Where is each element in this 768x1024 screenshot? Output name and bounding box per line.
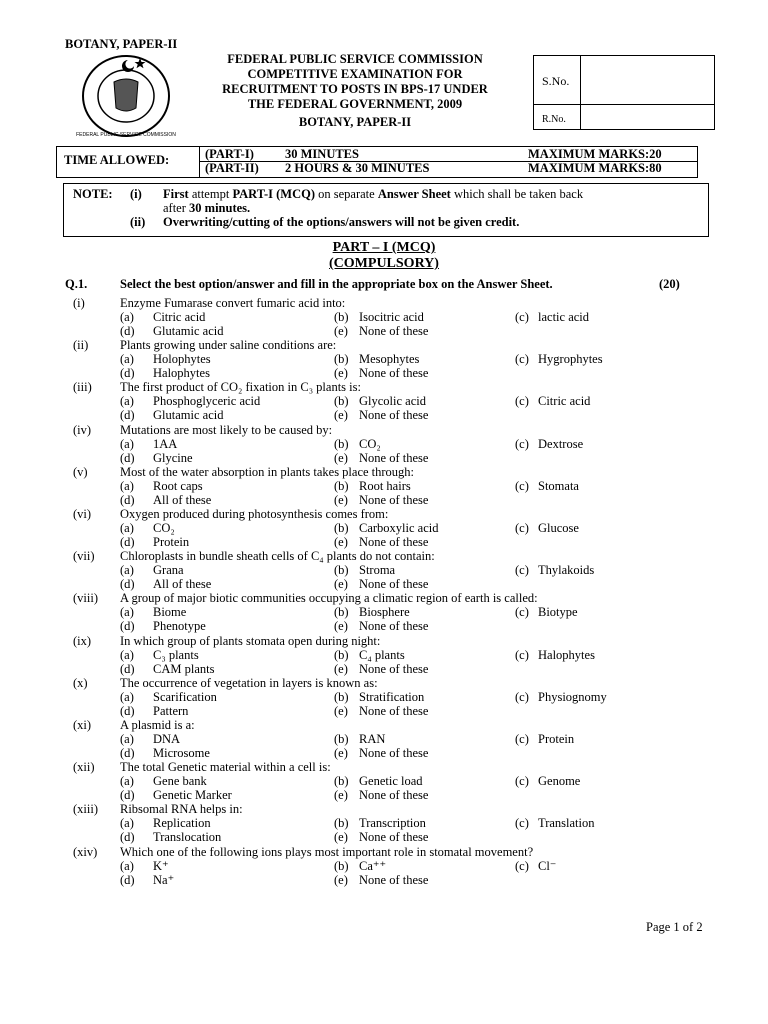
option-letter: (e) bbox=[334, 661, 348, 676]
option-letter: (d) bbox=[120, 577, 135, 592]
option-text: None of these bbox=[359, 788, 429, 803]
option-text: Biotype bbox=[538, 605, 578, 620]
option-text: None of these bbox=[359, 703, 429, 718]
question-number: (xii) bbox=[73, 760, 95, 775]
question-text: The first product of CO₂ fixation in C₃ plants is: bbox=[120, 380, 361, 395]
option-letter: (d) bbox=[120, 324, 135, 338]
option-text: 1AA bbox=[153, 436, 178, 451]
option-letter: (c) bbox=[515, 647, 529, 662]
option-letter: (c) bbox=[515, 774, 529, 789]
option-text: Phosphoglyceric acid bbox=[153, 394, 261, 409]
note-i-text: First attempt PART-I (MCQ) on separate Answer Sheet which shall be taken back bbox=[163, 187, 584, 201]
option-letter: (c) bbox=[515, 394, 529, 409]
option-text: None of these bbox=[359, 408, 429, 423]
org-line-4: THE FEDERAL GOVERNMENT, 2009 bbox=[247, 97, 463, 111]
org-line-3: RECRUITMENT TO POSTS IN BPS-17 UNDER bbox=[222, 82, 488, 96]
option-text: None of these bbox=[359, 492, 429, 507]
question-number: (vi) bbox=[73, 507, 92, 521]
option-text: None of these bbox=[359, 872, 429, 887]
note-ii-text: Overwriting/cutting of the options/answers will not be given credit. bbox=[163, 215, 520, 229]
option-text: Protein bbox=[538, 732, 575, 746]
rno-label: R.No. bbox=[542, 114, 566, 125]
option-text: None of these bbox=[359, 324, 429, 338]
part1-label: (PART-I) bbox=[205, 147, 254, 161]
q1-marks: (20) bbox=[659, 277, 680, 291]
option-letter: (e) bbox=[334, 577, 348, 592]
option-text: C₃ plants bbox=[153, 647, 199, 662]
part-title: PART – I (MCQ) bbox=[332, 240, 436, 255]
option-text: Translation bbox=[538, 816, 595, 831]
question-number: (xi) bbox=[73, 718, 92, 732]
option-text: Physiognomy bbox=[538, 689, 607, 704]
note-i-num: (i) bbox=[130, 187, 142, 201]
question-text: In which group of plants stomata open during night: bbox=[120, 633, 381, 648]
question-number: (v) bbox=[73, 464, 88, 479]
option-text: Stomata bbox=[538, 478, 579, 493]
org-line-2: COMPETITIVE EXAMINATION FOR bbox=[247, 67, 463, 81]
question-text: Plants growing under saline conditions are: bbox=[120, 338, 337, 353]
option-letter: (e) bbox=[334, 830, 348, 845]
option-letter: (d) bbox=[120, 703, 135, 718]
option-letter: (a) bbox=[120, 478, 134, 493]
serial-number-box bbox=[533, 55, 715, 130]
option-text: Root caps bbox=[153, 478, 203, 493]
option-letter: (e) bbox=[334, 788, 348, 803]
question-number: (iii) bbox=[73, 380, 92, 395]
option-text: Ca⁺⁺ bbox=[359, 858, 387, 873]
option-letter: (c) bbox=[515, 352, 529, 367]
option-letter: (c) bbox=[515, 521, 529, 535]
q1-instruction: Select the best option/answer and fill in the appropriate box on the Answer Sheet. bbox=[120, 277, 553, 291]
option-letter: (a) bbox=[120, 647, 134, 662]
option-letter: (c) bbox=[515, 689, 529, 704]
part1-time: 30 MINUTES bbox=[285, 147, 359, 161]
note-ii-num: (ii) bbox=[130, 215, 146, 229]
option-letter: (b) bbox=[334, 689, 349, 704]
question-text: The total Genetic material within a cell is: bbox=[120, 760, 331, 775]
option-letter: (b) bbox=[334, 774, 349, 789]
option-letter: (a) bbox=[120, 563, 134, 578]
option-letter: (a) bbox=[120, 732, 134, 746]
question-text: Which one of the following ions plays most important role in stomatal movement? bbox=[120, 844, 534, 859]
option-text: Microsome bbox=[153, 746, 210, 760]
option-letter: (e) bbox=[334, 619, 348, 634]
question-number: (ix) bbox=[73, 633, 92, 648]
option-letter: (b) bbox=[334, 521, 349, 535]
option-text: Halophytes bbox=[153, 366, 210, 381]
option-letter: (b) bbox=[334, 563, 349, 578]
option-text: None of these bbox=[359, 746, 429, 760]
option-text: Cl⁻ bbox=[538, 858, 557, 873]
option-letter: (c) bbox=[515, 732, 529, 746]
question-text: Enzyme Fumarase convert fumaric acid into: bbox=[120, 296, 346, 310]
option-letter: (d) bbox=[120, 535, 135, 549]
option-letter: (d) bbox=[120, 408, 135, 423]
option-letter: (a) bbox=[120, 521, 134, 535]
option-text: Phenotype bbox=[153, 619, 206, 634]
option-letter: (b) bbox=[334, 436, 349, 451]
option-text: Scarification bbox=[153, 689, 217, 704]
option-text: Glutamic acid bbox=[153, 408, 224, 423]
part2-marks: MAXIMUM MARKS:80 bbox=[528, 161, 662, 175]
option-letter: (b) bbox=[334, 310, 349, 324]
option-letter: (c) bbox=[515, 436, 529, 451]
question-number: (xiii) bbox=[73, 802, 98, 817]
option-letter: (c) bbox=[515, 563, 529, 578]
option-letter: (a) bbox=[120, 774, 134, 789]
option-text: Translocation bbox=[153, 830, 222, 845]
option-text: Glycolic acid bbox=[359, 394, 426, 409]
option-text: DNA bbox=[153, 732, 181, 746]
option-letter: (b) bbox=[334, 394, 349, 409]
question-text: Chloroplasts in bundle sheath cells of C₄ plants do not contain: bbox=[120, 549, 435, 564]
question-text: Most of the water absorption in plants takes place through: bbox=[120, 464, 415, 479]
question-number: (ii) bbox=[73, 338, 89, 353]
option-text: Biome bbox=[153, 605, 187, 620]
option-letter: (b) bbox=[334, 732, 349, 746]
part1-marks: MAXIMUM MARKS:20 bbox=[528, 147, 662, 161]
option-text: Grana bbox=[153, 563, 184, 578]
logo-text: FEDERAL PUBLIC SERVICE COMMISSION bbox=[76, 132, 176, 138]
option-text: Hygrophytes bbox=[538, 352, 603, 367]
question-number: (iv) bbox=[73, 422, 92, 437]
option-text: Genetic load bbox=[359, 774, 423, 789]
question-text: Mutations are most likely to be caused by: bbox=[120, 422, 333, 437]
option-letter: (d) bbox=[120, 492, 135, 507]
option-text: None of these bbox=[359, 366, 429, 381]
option-letter: (c) bbox=[515, 605, 529, 620]
option-letter: (d) bbox=[120, 661, 135, 676]
question-text: The occurrence of vegetation in layers is known as: bbox=[120, 675, 378, 690]
option-text: None of these bbox=[359, 450, 429, 465]
option-text: RAN bbox=[359, 732, 386, 746]
option-letter: (b) bbox=[334, 478, 349, 493]
option-letter: (d) bbox=[120, 872, 135, 887]
paper-title: BOTANY, PAPER-II bbox=[298, 115, 412, 129]
option-text: Transcription bbox=[359, 816, 426, 831]
option-text: Citric acid bbox=[538, 394, 591, 409]
option-letter: (c) bbox=[515, 310, 529, 324]
option-letter: (b) bbox=[334, 858, 349, 873]
option-text: Glutamic acid bbox=[153, 324, 224, 338]
question-text: A plasmid is a: bbox=[120, 718, 195, 732]
option-text: None of these bbox=[359, 830, 429, 845]
option-text: None of these bbox=[359, 619, 429, 634]
option-text: Genome bbox=[538, 774, 581, 789]
option-text: Glycine bbox=[153, 450, 193, 465]
question-text: A group of major biotic communities occupying a climatic region of earth is called: bbox=[120, 591, 538, 606]
option-text: Halophytes bbox=[538, 647, 595, 662]
option-text: CAM plants bbox=[153, 661, 215, 676]
option-letter: (d) bbox=[120, 366, 135, 381]
org-header bbox=[190, 52, 520, 112]
option-letter: (e) bbox=[334, 408, 348, 423]
option-letter: (b) bbox=[334, 647, 349, 662]
option-letter: (e) bbox=[334, 872, 348, 887]
option-text: Holophytes bbox=[153, 352, 211, 367]
option-letter: (e) bbox=[334, 366, 348, 381]
question-number: (viii) bbox=[73, 591, 98, 606]
option-letter: (c) bbox=[515, 858, 529, 873]
note-i-text-2: after 30 minutes. bbox=[163, 201, 251, 215]
option-letter: (d) bbox=[120, 788, 135, 803]
option-text: Replication bbox=[153, 816, 211, 831]
fpsc-logo bbox=[66, 52, 186, 140]
option-text: Root hairs bbox=[359, 478, 411, 493]
option-letter: (c) bbox=[515, 478, 529, 493]
option-letter: (e) bbox=[334, 746, 348, 760]
page-number: Page 1 of 2 bbox=[646, 920, 703, 934]
option-text: Citric acid bbox=[153, 310, 206, 324]
option-letter: (a) bbox=[120, 689, 134, 704]
sno-label: S.No. bbox=[542, 74, 570, 88]
q1-number: Q.1. bbox=[65, 277, 88, 291]
option-text: None of these bbox=[359, 535, 429, 549]
option-letter: (b) bbox=[334, 352, 349, 367]
option-letter: (d) bbox=[120, 450, 135, 465]
option-text: Protein bbox=[153, 535, 190, 549]
option-letter: (d) bbox=[120, 746, 135, 760]
note-label: NOTE: bbox=[73, 187, 113, 201]
option-text: Glucose bbox=[538, 521, 579, 535]
option-text: Na⁺ bbox=[153, 872, 175, 887]
question-number: (vii) bbox=[73, 549, 95, 564]
option-text: Thylakoids bbox=[538, 563, 595, 578]
option-text: All of these bbox=[153, 577, 212, 592]
option-letter: (c) bbox=[515, 816, 529, 831]
option-letter: (e) bbox=[334, 703, 348, 718]
option-text: Carboxylic acid bbox=[359, 521, 439, 535]
option-text: Biosphere bbox=[359, 605, 410, 620]
option-text: K⁺ bbox=[153, 858, 169, 873]
option-text: None of these bbox=[359, 577, 429, 592]
option-text: None of these bbox=[359, 661, 429, 676]
top-left-title: BOTANY, PAPER-II bbox=[65, 37, 178, 51]
option-text: Stroma bbox=[359, 563, 396, 578]
option-text: Gene bank bbox=[153, 774, 207, 789]
option-text: Genetic Marker bbox=[153, 788, 232, 803]
question-number: (xiv) bbox=[73, 844, 98, 859]
option-text: C₄ plants bbox=[359, 647, 405, 662]
part2-time: 2 HOURS & 30 MINUTES bbox=[285, 161, 430, 175]
option-text: Isocitric acid bbox=[359, 310, 424, 324]
option-letter: (a) bbox=[120, 352, 134, 367]
option-letter: (b) bbox=[334, 816, 349, 831]
option-letter: (e) bbox=[334, 535, 348, 549]
option-letter: (e) bbox=[334, 324, 348, 338]
question-number: (x) bbox=[73, 675, 88, 690]
time-allowed-label: TIME ALLOWED: bbox=[64, 153, 170, 167]
option-text: All of these bbox=[153, 492, 212, 507]
option-letter: (a) bbox=[120, 394, 134, 409]
option-letter: (d) bbox=[120, 830, 135, 845]
part2-label: (PART-II) bbox=[205, 161, 259, 175]
option-letter: (a) bbox=[120, 858, 134, 873]
option-text: lactic acid bbox=[538, 310, 590, 324]
option-text: Stratification bbox=[359, 689, 425, 704]
option-letter: (a) bbox=[120, 310, 134, 324]
question-text: Ribsomal RNA helps in: bbox=[120, 802, 243, 817]
option-text: Dextrose bbox=[538, 436, 584, 451]
option-text: CO₂ bbox=[359, 436, 381, 451]
option-letter: (b) bbox=[334, 605, 349, 620]
question-number: (i) bbox=[73, 296, 85, 310]
option-text: CO₂ bbox=[153, 521, 175, 535]
option-letter: (a) bbox=[120, 816, 134, 831]
option-letter: (e) bbox=[334, 492, 348, 507]
question-text: Oxygen produced during photosynthesis comes from: bbox=[120, 507, 389, 521]
option-letter: (a) bbox=[120, 436, 134, 451]
part-subtitle: (COMPULSORY) bbox=[329, 256, 439, 271]
org-line-1: FEDERAL PUBLIC SERVICE COMMISSION bbox=[227, 52, 483, 66]
option-text: Mesophytes bbox=[359, 352, 420, 367]
option-text: Pattern bbox=[153, 703, 189, 718]
option-letter: (a) bbox=[120, 605, 134, 620]
option-letter: (d) bbox=[120, 619, 135, 634]
option-letter: (e) bbox=[334, 450, 348, 465]
